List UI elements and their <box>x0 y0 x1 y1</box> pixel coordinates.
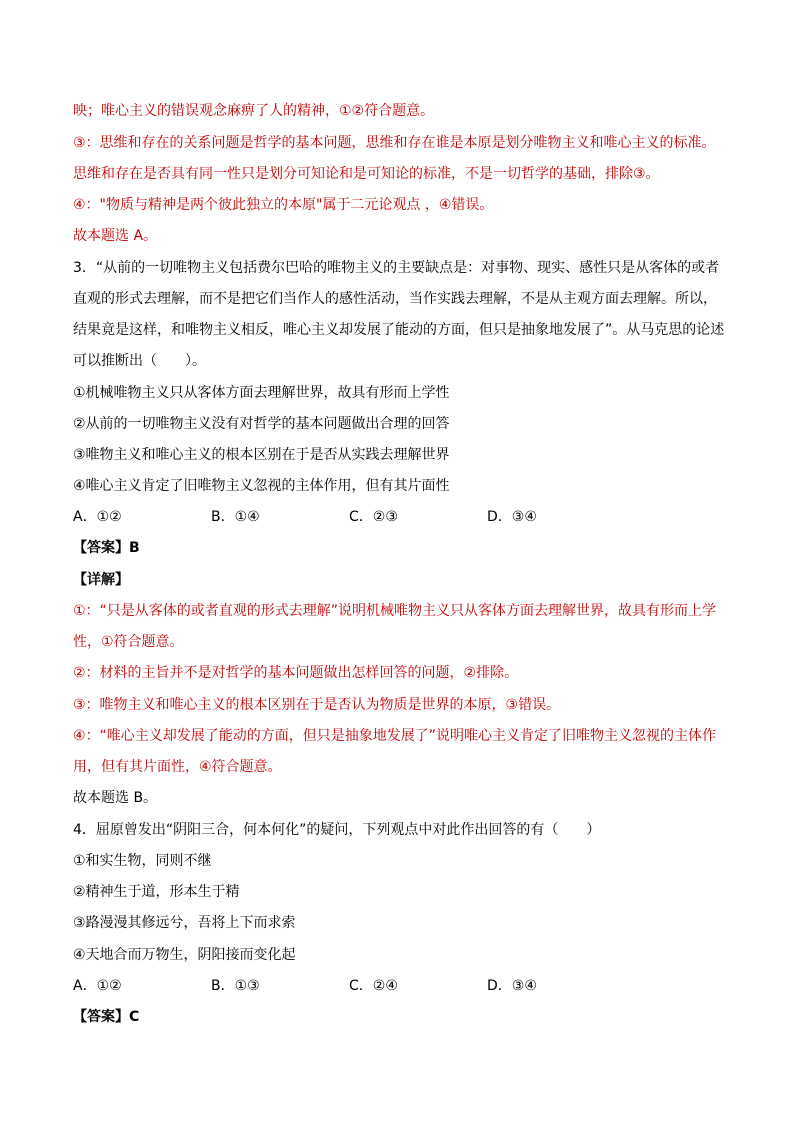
option-d: D．③④ <box>487 978 537 994</box>
explanation-line: ②：材料的主旨并不是对哲学的基本问题做出怎样回答的问题，②排除。 <box>73 665 519 681</box>
question-stem: 4．屈原曾发出“阴阳三合，何本何化”的疑问，下列观点中对此作出回答的有（ ） <box>73 822 601 838</box>
conclusion-text: 故本题选 A。 <box>73 228 158 244</box>
explanation-line: ③：唯物主义和唯心主义的根本区别在于是否认为物质是世界的本原，③错误。 <box>73 697 561 713</box>
explanation-line: ④：“唯心主义却发展了能动的方面，但只是抽象地发展了”说明唯心主义肯定了旧唯物主义忽视的主体作 <box>73 728 717 744</box>
statement-item: ②精神生于道，形本生于精 <box>73 884 240 900</box>
answer-label: 【答案】C <box>73 1009 140 1025</box>
explanation-line: 思维和存在是否具有同一性只是划分可知论和是可知论的标准，不是一切哲学的基础，排除③。 <box>73 166 660 182</box>
option-c: C．②③ <box>349 509 398 525</box>
conclusion-text: 故本题选 B。 <box>73 790 158 806</box>
explanation-line: ④："物质与精神是两个彼此独立的本原"属于二元论观点 ，④错误。 <box>73 197 494 213</box>
statement-item: ④唯心主义肯定了旧唯物主义忽视的主体作用，但有其片面性 <box>73 478 450 494</box>
option-c: C．②④ <box>349 978 398 994</box>
statement-item: ③唯物主义和唯心主义的根本区别在于是否从实践去理解世界 <box>73 447 450 463</box>
option-a: A．①② <box>73 509 122 525</box>
statement-item: ①机械唯物主义只从客体方面去理解世界，故具有形而上学性 <box>73 385 450 401</box>
explanation-line: 映；唯心主义的错误观念麻痹了人的精神，①②符合题意。 <box>73 103 435 119</box>
option-b: B．①③ <box>211 978 260 994</box>
answer-options <box>73 975 693 997</box>
answer-label: 【答案】B <box>73 540 140 556</box>
option-a: A．①② <box>73 978 122 994</box>
answer-options <box>73 506 693 528</box>
statement-item: ④天地合而万物生，阴阳接而变化起 <box>73 947 296 963</box>
statement-item: ②从前的一切唯物主义没有对哲学的基本问题做出合理的回答 <box>73 416 450 432</box>
question-stem: 结果竟是这样，和唯物主义相反，唯心主义却发展了能动的方面，但只是抽象地发展了”。从马克思的论述 <box>73 322 725 338</box>
explanation-line: 用，但有其片面性，④符合题意。 <box>73 759 282 775</box>
detail-label: 【详解】 <box>73 572 129 588</box>
explanation-line: ③：思维和存在的关系问题是哲学的基本问题，思维和存在谁是本原是划分唯物主义和唯心主义的标准。 <box>73 135 716 151</box>
statement-item: ③路漫漫其修远兮，吾将上下而求索 <box>73 915 296 931</box>
option-b: B．①④ <box>211 509 260 525</box>
explanation-line: ①：“只是从客体的或者直观的形式去理解”说明机械唯物主义只从客体方面去理解世界，故具有形而上学 <box>73 603 717 619</box>
explanation-line: 性，①符合题意。 <box>73 634 184 650</box>
question-stem: 3．“从前的一切唯物主义包括费尔巴哈的唯物主义的主要缺点是：对事物、现实、感性只是从客体的或者 <box>73 260 720 276</box>
statement-item: ①和实生物，同则不继 <box>73 853 212 869</box>
option-d: D．③④ <box>487 509 537 525</box>
question-stem: 可以推断出（ ）。 <box>73 353 206 369</box>
question-stem: 直观的形式去理解，而不是把它们当作人的感性活动，当作实践去理解，不是从主观方面去理解。所以， <box>73 291 717 307</box>
